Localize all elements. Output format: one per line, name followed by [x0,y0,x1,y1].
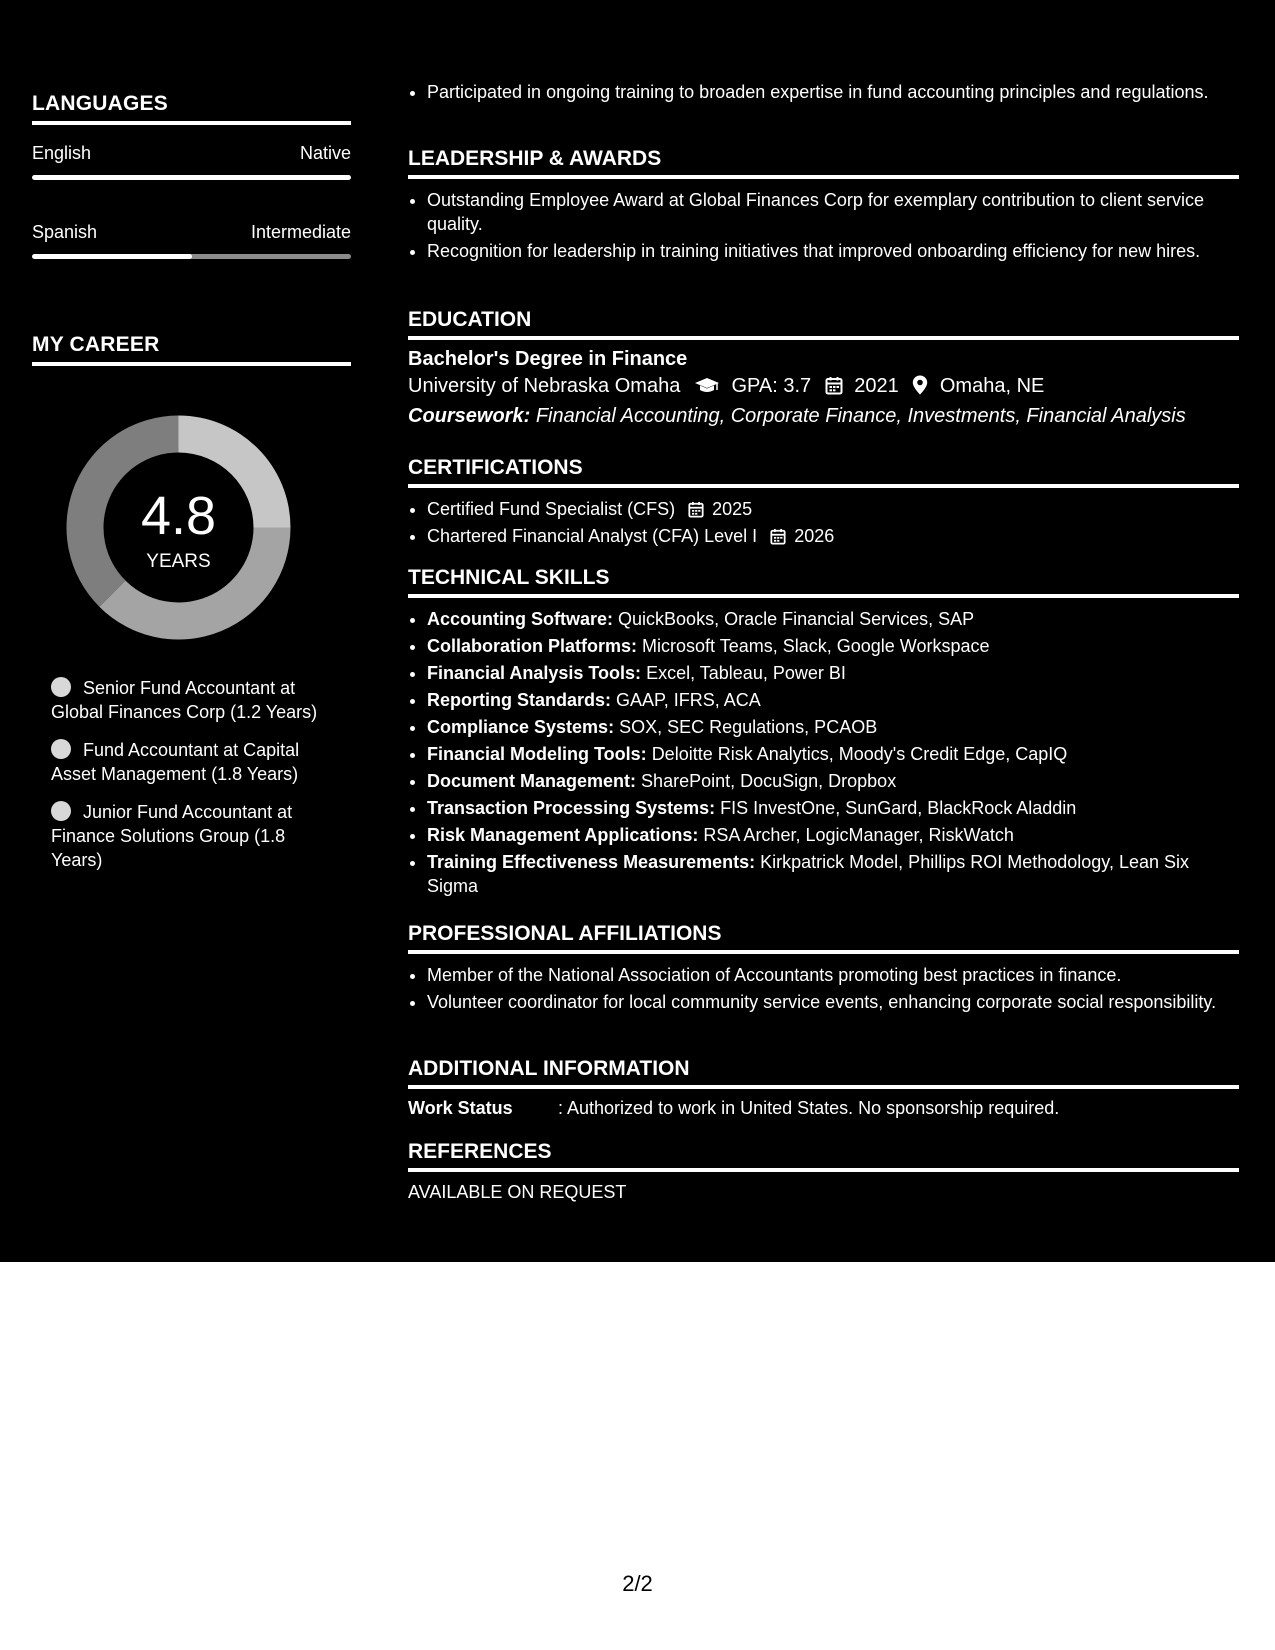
certification-name: Chartered Financial Analyst (CFA) Level I [427,526,758,546]
skill-item [427,688,1239,712]
languages-section [32,92,351,259]
language-proficiency-bar [32,175,351,180]
section-title: EDUCATION [408,308,1239,340]
career-item-text: Senior Fund Accountant at Global Finances Corp (1.2 Years) [51,678,318,722]
skill-label: Risk Management Applications: [427,825,699,845]
career-donut-chart [66,415,291,640]
certification-year: 2026 [794,526,835,546]
skill-item [427,850,1239,898]
skill-label: Collaboration Platforms: [427,636,638,656]
bullet-dot-icon [51,739,71,759]
skill-value: FIS InvestOne, SunGard, BlackRock Aladdin [720,798,1077,818]
experience-tail [408,80,1239,107]
languages-heading: LANGUAGES [32,92,351,125]
language-proficiency-fill [32,175,351,180]
list-item: • Volunteer coordinator for local community service events, enhancing corporate social responsibility. [427,990,1239,1014]
career-total-value: 4.8 [140,486,217,546]
references-text: AVAILABLE ON REQUEST [408,1182,627,1202]
gpa: GPA: 3.7 [731,375,812,397]
skill-label: Financial Analysis Tools: [427,663,642,683]
career-item [51,676,341,724]
graduation-cap-icon [694,377,720,395]
career-item-text: Fund Accountant at Capital Asset Management (1.8 Years) [51,740,300,784]
education-section [408,308,1239,431]
section-title: LEADERSHIP & AWARDS [408,147,1239,179]
language-item [32,222,351,259]
coursework-list: Financial Accounting, Corporate Finance, Investments, Financial Analysis [535,405,1186,427]
list-item: • Recognition for leadership in training initiatives that improved onboarding efficiency for new hires. [427,239,1239,263]
skill-item [427,607,1239,631]
coursework-label: Coursework: [408,405,531,427]
skill-label: Document Management: [427,771,637,791]
skill-label: Reporting Standards: [427,690,612,710]
calendar-icon [770,528,786,545]
language-proficiency-fill [32,254,192,259]
section-title: TECHNICAL SKILLS [408,566,1239,598]
skill-label: Accounting Software: [427,609,614,629]
language-level: Intermediate [250,222,351,242]
certification-year: 2025 [712,499,753,519]
section-title: PROFESSIONAL AFFILIATIONS [408,922,1239,954]
certification-name: Certified Fund Specialist (CFS) [427,499,676,519]
language-name: Spanish [32,222,98,242]
affiliations-section [408,922,1239,1017]
language-proficiency-bar [32,254,351,259]
skill-item [427,823,1239,847]
leadership-section [408,147,1239,266]
certification-item [427,497,1239,521]
location: Omaha, NE [939,375,1045,397]
page-number: 2/2 [622,1571,653,1596]
certifications-section [408,456,1239,551]
work-status-row [408,1098,1239,1119]
bullet-dot-icon [51,677,71,697]
language-name: English [32,143,92,163]
work-status-value: : Authorized to work in United States. No sponsorship required. [558,1098,1060,1118]
location-pin-icon [912,375,928,395]
career-total [66,486,291,573]
degree: Bachelor's Degree in Finance [408,348,688,370]
list-item: • Member of the National Association of Accountants promoting best practices in finance. [427,963,1239,987]
skill-value: Deloitte Risk Analytics, Moody's Credit Edge, CapIQ [651,744,1068,764]
section-title: CERTIFICATIONS [408,456,1239,488]
skill-label: Transaction Processing Systems: [427,798,716,818]
calendar-icon [688,501,704,518]
certification-item [427,524,1239,548]
skill-item [427,715,1239,739]
bullet-dot-icon [51,801,71,821]
school: University of Nebraska Omaha [408,375,681,397]
work-status-label: Work Status [408,1098,513,1118]
section-title: REFERENCES [408,1140,1239,1172]
career-item [51,738,341,786]
skill-value: QuickBooks, Oracle Financial Services, SAP [618,609,975,629]
coursework [408,401,1239,431]
skill-label: Compliance Systems: [427,717,615,737]
technical-skills-section [408,566,1239,901]
skill-item [427,634,1239,658]
additional-info-section [408,1057,1239,1119]
skill-item [427,661,1239,685]
skill-value: SharePoint, DocuSign, Dropbox [641,771,897,791]
list-item: • Participated in ongoing training to broaden expertise in fund accounting principles and regulations. [427,80,1239,104]
skill-label: Training Effectiveness Measurements: [427,852,756,872]
career-item [51,800,341,872]
language-item [32,143,351,180]
skill-value: SOX, SEC Regulations, PCAOB [619,717,878,737]
graduation-year: 2021 [854,375,899,397]
skill-value: Kirkpatrick Model, Phillips ROI Methodology, Lean Six Sigma [427,852,1189,896]
career-list [51,676,341,886]
education-details [408,371,1239,401]
section-title: ADDITIONAL INFORMATION [408,1057,1239,1089]
career-total-unit: YEARS [146,551,211,572]
calendar-icon [825,376,843,395]
skill-item [427,769,1239,793]
skill-value: Microsoft Teams, Slack, Google Workspace [642,636,990,656]
career-heading: MY CAREER [32,333,351,366]
skill-item [427,742,1239,766]
skill-item [427,796,1239,820]
skill-label: Financial Modeling Tools: [427,744,647,764]
skill-value: RSA Archer, LogicManager, RiskWatch [703,825,1014,845]
skill-value: Excel, Tableau, Power BI [646,663,846,683]
skill-value: GAAP, IFRS, ACA [616,690,761,710]
list-item: • Outstanding Employee Award at Global Finances Corp for exemplary contribution to client service quality. [427,188,1239,236]
career-item-text: Junior Fund Accountant at Finance Solutions Group (1.8 Years) [51,802,293,870]
language-level: Native [299,143,351,163]
career-section [32,333,351,366]
references-section [408,1140,1239,1203]
